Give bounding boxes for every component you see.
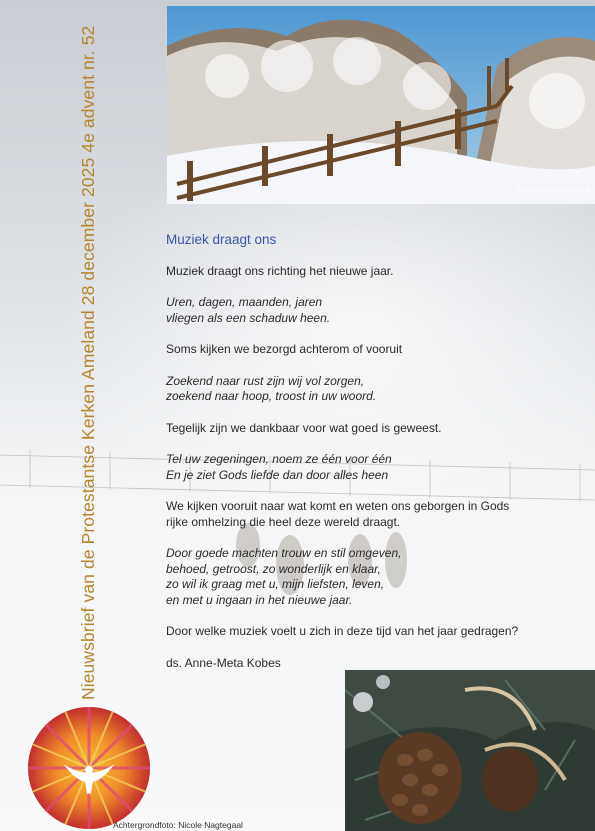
article-line: rijke omhelzing die heel deze wereld draagt.	[166, 514, 401, 529]
article-line: zoekend naar hoop, troost in uw woord.	[166, 389, 377, 403]
article-line: Muziek draagt ons richting het nieuwe jaar.	[166, 263, 394, 278]
article-paragraph	[166, 264, 586, 280]
article-line: Tel uw zegeningen, noem ze één voor één	[166, 452, 392, 466]
article-paragraph	[166, 656, 586, 672]
church-logo-dove-icon	[26, 705, 152, 831]
article-line: Door welke muziek voelt u zich in deze tijd van het jaar gedragen?	[166, 624, 519, 638]
article-paragraph	[166, 499, 586, 530]
article-paragraph	[166, 374, 586, 405]
snowy-fence-photo	[167, 6, 595, 204]
article-paragraph	[166, 421, 586, 437]
article	[166, 232, 586, 687]
article-line: Soms kijken we bezorgd achterom of vooruit	[166, 342, 403, 356]
article-line: vliegen als een schaduw heen.	[166, 310, 331, 325]
article-line: en met u ingaan in het nieuwe jaar.	[166, 592, 353, 607]
article-line: En je ziet Gods liefde dan door alles heen	[166, 467, 389, 482]
article-paragraph	[166, 624, 586, 640]
background-photo-credit: Achtergrondfoto: Nicole Nagtegaal	[113, 820, 243, 830]
article-line: Tegelijk zijn we dankbaar voor wat goed is geweest.	[166, 420, 442, 435]
article-line: We kijken vooruit naar wat komt en weten ons geborgen in Gods	[166, 499, 510, 513]
newsletter-title	[78, 4, 102, 700]
newsletter-title-text: Nieuwsbrief van de Protestantse Kerken Ameland 28 december 2025 4e advent nr. 52	[78, 25, 98, 700]
article-line: ds. Anne-Meta Kobes	[166, 655, 281, 670]
article-line: Zoekend naar rust zijn wij vol zorgen,	[166, 373, 365, 388]
article-title: Muziek draagt ons	[166, 232, 277, 247]
article-body	[166, 264, 586, 672]
article-paragraph	[166, 342, 586, 358]
top-photo-credit: Foto: Ainsie Wijnstra	[517, 185, 590, 194]
article-paragraph	[166, 546, 586, 608]
article-paragraph	[166, 295, 586, 326]
pinecone-photo	[345, 670, 595, 831]
article-line: Door goede machten trouw en stil omgeven,	[166, 546, 402, 560]
article-line: zo wil ik graag met u, mijn liefsten, leven,	[166, 577, 385, 591]
article-line: Uren, dagen, maanden, jaren	[166, 295, 323, 309]
article-line: behoed, getroost, zo wonderlijk en klaar,	[166, 561, 381, 576]
article-paragraph	[166, 452, 586, 483]
